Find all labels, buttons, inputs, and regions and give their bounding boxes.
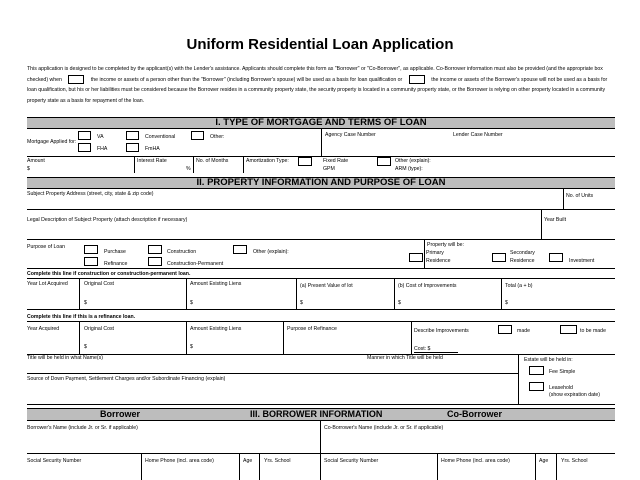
fha-checkbox[interactable] — [78, 143, 91, 152]
ssn-label: Social Security Number — [27, 458, 82, 464]
refinance-label: Refinance — [104, 261, 128, 267]
amort-type-label: Amortization Type: — [246, 158, 289, 164]
expiration-label: (show expiration date) — [549, 392, 601, 398]
refi-original-cost-label: Original Cost — [84, 326, 114, 332]
purchase-label: Purchase — [104, 249, 126, 255]
interest-rate-label: Interest Rate — [137, 158, 167, 164]
gpm-label: GPM — [323, 166, 335, 172]
intro-text-3: the income or assets of the Borrower's spouse will not be used as a basis for loan qualification, but his or her liabilities must be considered because the Borrower resides in a community property state, the security property is located in a community property state, or the Borrower is relying on other property located in a community property state as a basis for repayment of the loan. — [27, 76, 608, 104]
section-1-header — [27, 117, 615, 129]
original-cost-label: Original Cost — [84, 281, 114, 287]
present-value-dollar: $ — [300, 300, 303, 306]
legal-desc-label: Legal Description of Subject Property (attach description if necessary) — [27, 217, 188, 223]
construction-perm-label: Construction-Permanent — [167, 261, 224, 267]
co-yrs-school-label: Yrs. School — [561, 458, 588, 464]
refinance-line-label: Complete this line if this is a refinance loan. — [27, 314, 136, 320]
yrs-school-label: Yrs. School — [264, 458, 291, 464]
property-will-be-label: Property will be: — [427, 242, 464, 248]
refinance-checkbox[interactable] — [84, 257, 98, 266]
fee-simple-label: Fee Simple — [549, 369, 576, 375]
improvements-to-be-made-checkbox[interactable] — [560, 325, 577, 334]
section-3-title: III. BORROWER INFORMATION — [250, 409, 383, 419]
arm-label: ARM (type): — [395, 166, 423, 172]
describe-improvements-label: Describe Improvements — [414, 328, 469, 334]
refi-amount-liens-dollar: $ — [190, 344, 193, 350]
secondary-residence-label: Residence — [510, 258, 535, 264]
original-cost-dollar: $ — [84, 300, 87, 306]
construction-line-label: Complete this line if construction or construction-permanent loan. — [27, 271, 191, 277]
co-borrower-heading: Co-Borrower — [447, 409, 503, 419]
construction-perm-checkbox[interactable] — [148, 257, 162, 266]
primary-label: Primary — [426, 250, 444, 256]
va-checkbox[interactable] — [78, 131, 91, 140]
section-2-title: II. PROPERTY INFORMATION AND PURPOSE OF LOAN — [196, 177, 446, 188]
fee-simple-checkbox[interactable] — [529, 366, 544, 375]
months-label: No. of Months — [196, 158, 229, 164]
secondary-residence-checkbox[interactable] — [492, 253, 506, 262]
construction-checkbox[interactable] — [148, 245, 162, 254]
age-label: Age — [243, 458, 253, 464]
co-borrower-name-label: Co-Borrower's Name (include Jr. or Sr. if applicable) — [324, 425, 444, 431]
subject-address-label: Subject Property Address (street, city, state & zip code) — [27, 191, 154, 197]
agency-case-label: Agency Case Number — [325, 132, 376, 138]
interest-percent: % — [186, 166, 191, 172]
source-label: Source of Down Payment, Settlement Charges and/or Subordinate Financing (explain) — [27, 376, 226, 382]
year-lot-acquired-label: Year Lot Acquired — [27, 281, 68, 287]
conventional-label: Conventional — [145, 134, 176, 140]
primary-residence-label: Residence — [426, 258, 451, 264]
co-ssn-label: Social Security Number — [324, 458, 379, 464]
purpose-refinance-label: Purpose of Refinance — [287, 326, 337, 332]
spouse-liabilities-checkbox[interactable] — [409, 75, 425, 84]
co-borrower-income-checkbox[interactable] — [68, 75, 84, 84]
other-purpose-label: Other (explain): — [253, 249, 289, 255]
refi-original-cost-dollar: $ — [84, 344, 87, 350]
fmha-checkbox[interactable] — [126, 143, 139, 152]
borrower-heading: Borrower — [100, 409, 141, 419]
units-label: No. of Units — [566, 193, 594, 199]
other-amort-checkbox[interactable] — [377, 157, 391, 166]
amount-liens-label: Amount Existing Liens — [190, 281, 242, 287]
purchase-checkbox[interactable] — [84, 245, 98, 254]
amount-label: Amount — [27, 158, 45, 164]
co-age-label: Age — [539, 458, 549, 464]
co-home-phone-label: Home Phone (incl. area code) — [441, 458, 510, 464]
form-title: Uniform Residential Loan Application — [186, 36, 454, 53]
other-mortgage-label: Other: — [210, 134, 225, 140]
cost-improvements-dollar: $ — [398, 300, 401, 306]
cost-improvements-label: (b) Cost of Improvements — [398, 283, 457, 289]
other-purpose-checkbox[interactable] — [233, 245, 247, 254]
total-label: Total (a + b) — [505, 283, 533, 289]
fixed-rate-label: Fixed Rate — [323, 158, 349, 164]
construction-label: Construction — [167, 249, 197, 255]
fha-label: FHA — [97, 146, 108, 152]
estate-label: Estate will be held in: — [524, 357, 573, 363]
fmha-label: FmHA — [145, 146, 160, 152]
leasehold-label: Leasehold — [549, 385, 573, 391]
other-mortgage-checkbox[interactable] — [191, 131, 204, 140]
investment-checkbox[interactable] — [549, 253, 563, 262]
made-label: made — [517, 328, 530, 334]
title-names-label: Title will be held in what Name(s) — [27, 355, 103, 361]
year-built-label: Year Built — [544, 217, 567, 223]
purpose-label: Purpose of Loan — [27, 244, 66, 250]
manner-label: Manner in which Title will be held — [367, 355, 443, 361]
to-be-made-label: to be made — [580, 328, 606, 334]
mortgage-applied-label: Mortgage Applied for: — [27, 139, 77, 145]
section-1-title: I. TYPE OF MORTGAGE AND TERMS OF LOAN — [215, 117, 427, 128]
intro-text-2: the income or assets of a person other than the "Borrower" (including Borrower's spouse) will be used as a basis for loan qualification or — [90, 76, 403, 83]
fixed-rate-checkbox[interactable] — [298, 157, 312, 166]
cost-label: Cost: $ — [414, 346, 431, 352]
other-explain-label: Other (explain): — [395, 158, 431, 164]
va-label: VA — [97, 134, 104, 140]
intro-paragraph — [27, 64, 615, 106]
amount-dollar: $ — [27, 166, 30, 172]
year-acquired-label: Year Acquired — [27, 326, 60, 332]
secondary-label: Secondary — [510, 250, 535, 256]
lender-case-label: Lender Case Number — [453, 132, 503, 138]
amount-liens-dollar: $ — [190, 300, 193, 306]
section-2-header — [27, 177, 615, 189]
leasehold-checkbox[interactable] — [529, 382, 544, 391]
present-value-label: (a) Present Value of lot — [300, 283, 353, 289]
total-dollar: $ — [505, 300, 508, 306]
refi-amount-liens-label: Amount Existing Liens — [190, 326, 242, 332]
intro-text-1: This application is designed to be completed by the applicant(s) with the Lender's assistance. Applicants should complete this form as "Borrower" or "Co-Borrower", as applicable. Co-Borrower information must also be provided (and the appropriate box checked) when — [27, 66, 603, 83]
investment-label: Investment — [569, 258, 595, 264]
primary-residence-checkbox[interactable] — [409, 253, 423, 262]
home-phone-label: Home Phone (incl. area code) — [145, 458, 214, 464]
conventional-checkbox[interactable] — [126, 131, 139, 140]
improvements-made-checkbox[interactable] — [498, 325, 512, 334]
borrower-name-label: Borrower's Name (include Jr. or Sr. if applicable) — [27, 425, 138, 431]
